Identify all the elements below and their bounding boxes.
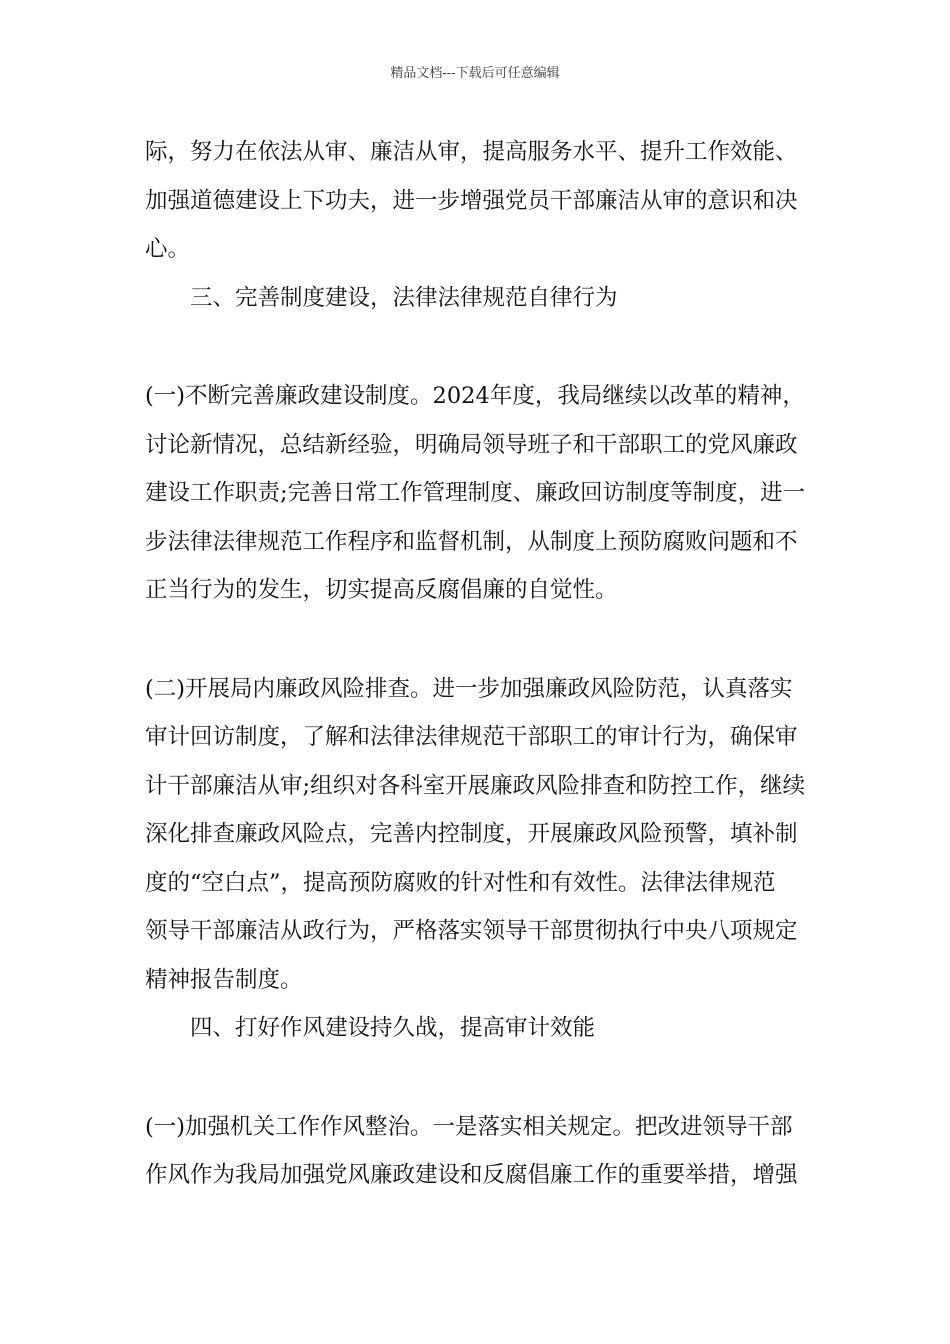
text-line: 深化排查廉政风险点，完善内控制度，开展廉政风险预警，填补制 <box>145 821 798 847</box>
text-line: (一)不断完善廉政建设制度。2024年度，我局继续以改革的精神， <box>145 383 805 409</box>
paragraph-gap <box>145 1053 810 1103</box>
section-heading <box>145 1004 810 1053</box>
page-header: 精品文档---下载后可任意编辑 <box>390 66 560 81</box>
text-line: 际，努力在依法从审、廉洁从审，提高服务水平、提升工作效能、 <box>145 139 798 165</box>
document-body <box>145 128 810 1200</box>
section-heading <box>145 274 810 323</box>
text-line: 审计回访制度，了解和法律法律规范干部职工的审计行为，确保审 <box>145 724 798 750</box>
text-line: 度的“空白点”，提高预防腐败的针对性和有效性。法律法律规范 <box>145 869 776 896</box>
text-line: 建设工作职责;完善日常工作管理制度、廉政回访制度等制度，进一 <box>145 480 806 506</box>
text-line: 精神报告制度。 <box>145 966 303 993</box>
text-line: 步法律法律规范工作程序和监督机制，从制度上预防腐败问题和不 <box>145 528 798 555</box>
paragraph <box>145 372 810 615</box>
paragraph-gap <box>145 615 810 665</box>
text-line: 心。 <box>145 236 191 262</box>
paragraph <box>145 665 810 1005</box>
text-line: (二)开展局内廉政风险排查。进一步加强廉政风险防范，认真落实 <box>145 675 793 702</box>
text-line: 正当行为的发生，切实提高反腐倡廉的自觉性。 <box>145 577 618 603</box>
text-line: (一)加强机关工作作风整治。一是落实相关规定。把改进领导干部 <box>145 1113 793 1140</box>
paragraph <box>145 128 810 274</box>
paragraph-gap <box>145 322 810 372</box>
text-line: 领导干部廉洁从政行为，严格落实领导干部贯彻执行中央八项规定 <box>145 918 798 944</box>
heading-text: 三、完善制度建设，法律法律规范自律行为 <box>190 284 618 311</box>
text-line: 讨论新情况，总结新经验，明确局领导班子和干部职工的党风廉政 <box>145 431 798 458</box>
text-line: 作风作为我局加强党风廉政建设和反腐倡廉工作的重要举措，增强 <box>145 1162 798 1188</box>
text-line: 加强道德建设上下功夫，进一步增强党员干部廉洁从审的意识和决 <box>145 187 798 214</box>
text-line: 计干部廉洁从审;组织对各科室开展廉政风险排查和防控工作，继续 <box>145 772 806 799</box>
heading-text: 四、打好作风建设持久战，提高审计效能 <box>190 1015 596 1041</box>
paragraph <box>145 1103 810 1200</box>
